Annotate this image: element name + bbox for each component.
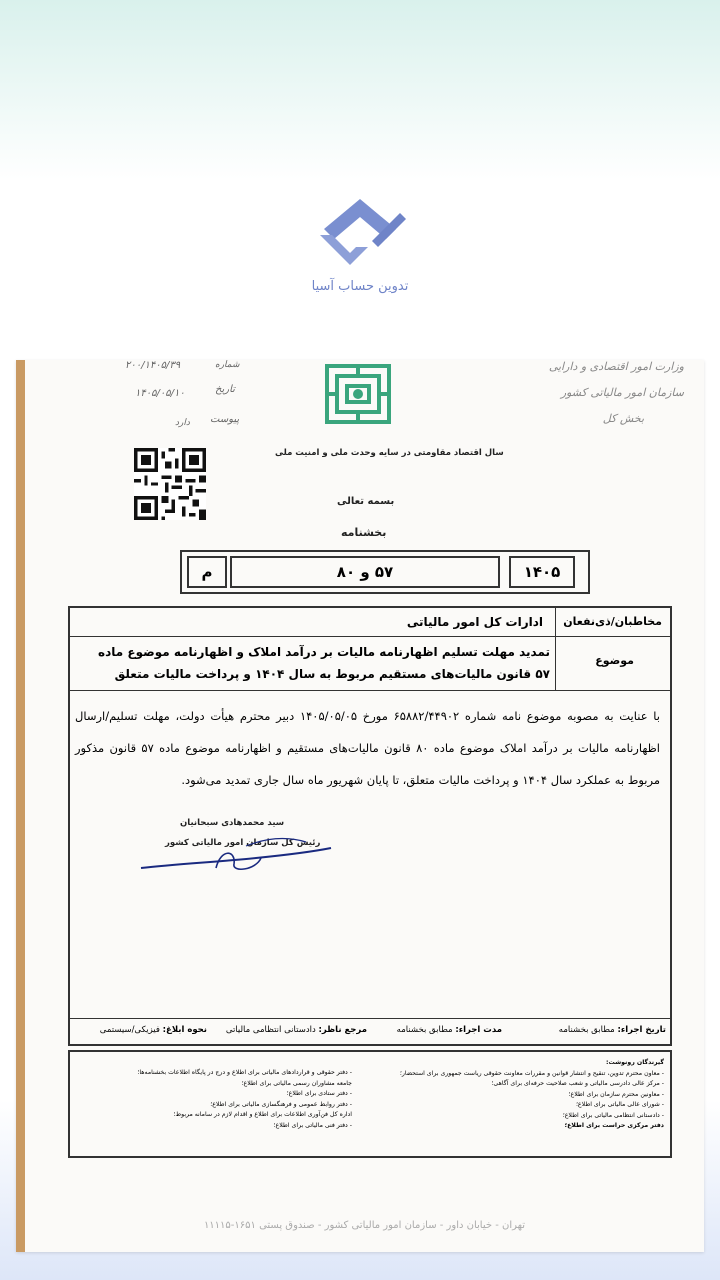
numbers-box: ۵۷ و ۸۰ xyxy=(230,556,500,588)
org-line-1: وزارت امور اقتصادی و دارایی xyxy=(548,360,684,373)
brand-header xyxy=(0,195,720,294)
supervisor xyxy=(226,1025,367,1035)
signer-title: رئیس کل سازمان امور مالیاتی کشور xyxy=(165,838,321,848)
notice-value: فیزیکی/سیستمی xyxy=(99,1025,160,1035)
year-slogan: سال اقتصاد مقاومتی در سایه وحدت ملی و امنیت ملی xyxy=(275,448,504,458)
exec-period xyxy=(397,1025,502,1035)
exec-period-label: مدت اجراء: xyxy=(455,1025,502,1035)
cc-item: - شورای عالی مالیاتی برای اطلاع؛ xyxy=(575,1101,664,1108)
cc-item: - معاون محترم تدوین، تنقیح و انتشار قوانین و مقررات معاونت حقوقی ریاست جمهوری برای استحضار؛ xyxy=(399,1069,664,1077)
bismillah: بسمه تعالی xyxy=(337,496,395,507)
cc-item: اداره کل فن‌آوری اطلاعات برای اطلاع و اقدام لازم در سامانه مربوط؛ xyxy=(173,1111,352,1118)
attachment-label: پیوست xyxy=(210,414,240,425)
date-value: ۱۴۰۵/۰۵/۱۰ xyxy=(135,388,185,399)
signer-name: سید محمدهادی سبحانیان xyxy=(180,818,285,828)
circular-body: با عنایت به مصوبه موضوع نامه شماره ۶۵۸۸۲/۴۴۹۰۲ مورخ ۱۴۰۵/۰۵/۰۵ دبیر محترم هیأت دولت، مهلت تسلیم/ارسال اظهارنامه مالیات بر درآمد املاک موضوع ماده ۸۰ قانون مالیات‌های مستقیم و اظهارنامه موضوع ماده ۵۷ قانون مذکور مربوط به عملکرد سال ۱۴۰۴ و پرداخت مالیات متعلق، تا پایان شهریور ماه سال جاری تمدید می‌شود. xyxy=(75,709,660,787)
circular-document xyxy=(16,360,704,1252)
number-label: شماره xyxy=(215,360,240,370)
circular-table xyxy=(68,606,672,1046)
notice-label: نحوه ابلاغ: xyxy=(162,1025,207,1035)
letter-box: م xyxy=(187,556,227,588)
exec-date xyxy=(559,1025,666,1035)
cc-item: دفتر مرکزی حراست برای اطلاع؛ xyxy=(564,1122,664,1129)
cc-title: گیرندگان رونوشت: xyxy=(606,1059,664,1066)
supervisor-label: مرجع ناظر: xyxy=(318,1025,367,1035)
number-value: ۲۰۰/۱۴۰۵/۳۹ xyxy=(125,360,181,371)
subject-label: موضوع xyxy=(595,654,634,667)
cc-item: - دفتر فنی مالیاتی برای اطلاع؛ xyxy=(273,1121,352,1129)
execution-row xyxy=(68,1018,672,1046)
cc-item: - دادستانی انتظامی مالیاتی برای اطلاع؛ xyxy=(562,1111,664,1119)
cc-item: - دفتر روابط عمومی و فرهنگسازی مالیاتی برای اطلاع؛ xyxy=(210,1100,352,1108)
recipients-value: ادارات کل امور مالیاتی xyxy=(406,615,543,629)
year-box: ۱۴۰۵ xyxy=(509,556,575,588)
doc-type: بخشنامه xyxy=(341,526,387,539)
cc-right-column xyxy=(400,1058,664,1132)
cc-item: - دفتر ستادی برای اطلاع؛ xyxy=(286,1090,352,1097)
supervisor-value: دادستانی انتظامی مالیاتی xyxy=(225,1025,316,1035)
brand-logo-icon xyxy=(310,195,410,271)
cc-item: - معاونین محترم سازمان برای اطلاع؛ xyxy=(568,1090,664,1098)
attachment-value: دارد xyxy=(175,418,190,428)
cc-left-column xyxy=(137,1068,352,1131)
org-line-3: بخش کل xyxy=(602,412,644,425)
brand-name: تدوین حساب آسیا xyxy=(311,279,409,294)
tax-organization-emblem-icon xyxy=(323,362,393,426)
signature xyxy=(136,828,336,878)
qr-code xyxy=(129,448,211,520)
cc-item: - مرکز عالی دادرسی مالیاتی و شعب صلاحیت حرفه‌ای برای آگاهی؛ xyxy=(491,1080,664,1087)
cc-item: جامعه مشاوران رسمی مالیاتی برای اطلاع؛ xyxy=(241,1079,352,1087)
notice-method xyxy=(100,1025,207,1035)
exec-period-value: مطابق بخشنامه xyxy=(396,1025,453,1035)
exec-date-label: تاریخ اجراء: xyxy=(617,1025,666,1035)
date-label: تاریخ xyxy=(215,384,235,395)
exec-date-value: مطابق بخشنامه xyxy=(558,1025,615,1035)
org-line-2: سازمان امور مالیاتی کشور xyxy=(560,386,684,399)
subject-value: تمدید مهلت تسلیم اظهارنامه مالیات بر درآمد املاک و اظهارنامه موضوع ماده ۵۷ قانون مالیات‌های مستقیم مربوط به سال ۱۴۰۴ و پرداخت مالیات متعلق xyxy=(98,645,550,681)
organization-address: تهران - خیابان داور - سازمان امور مالیاتی کشور - صندوق پستی ۱۶۵۱-۱۱۱۱۵ xyxy=(203,1220,526,1231)
cc-recipients xyxy=(68,1050,672,1158)
recipients-label: مخاطبان/ذی‌نفعان xyxy=(563,615,662,628)
cc-item: - دفتر حقوقی و قراردادهای مالیاتی برای اطلاع و درج در پایگاه اطلاعات بخشنامه‌ها؛ xyxy=(137,1069,352,1076)
